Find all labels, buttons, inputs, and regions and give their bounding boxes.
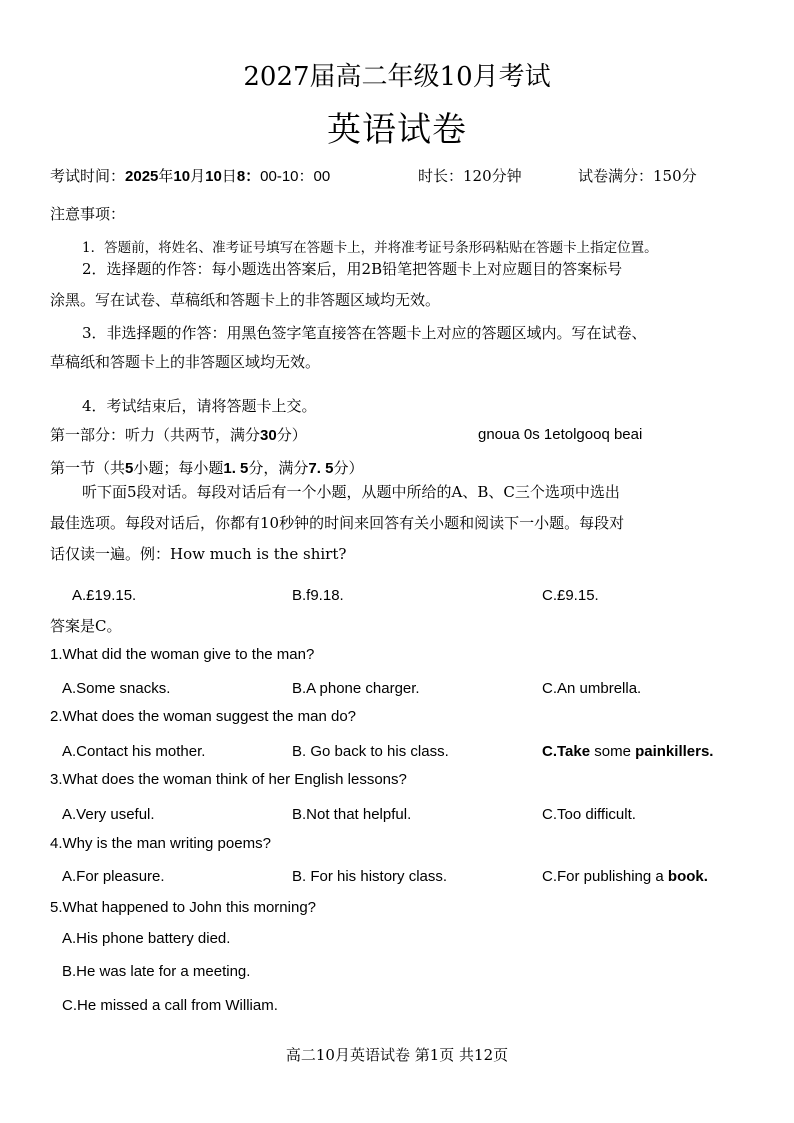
notes-heading: 注意事项： [50,205,126,223]
exam-title: 2027届高二年级10月考试 [243,62,551,92]
note-4: 4．考试结束后，请将答题卡上交。 [82,397,317,415]
question-3: 3.What does the woman think of her English lessons? [50,771,407,788]
question-4: 4.Why is the man writing poems? [50,835,271,852]
q4-option-a: A.For pleasure. [62,868,165,885]
q2-option-b: B. Go back to his class. [292,743,449,760]
note-3-cont: 草稿纸和答题卡上的非答题区域均无效。 [50,353,321,371]
q4-option-b: B. For his history class. [292,868,448,885]
question-1: 1.What did the woman give to the man? [50,646,315,663]
instructions-line-1: 听下面5段对话。每段对话后有一个小题，从题中所给的A、B、C三个选项中选出 [82,483,620,501]
example-option-b: B.f9.18. [292,587,344,604]
q4-option-c: C.For publishing a book. [542,868,708,885]
part-one-heading: 第一部分：听力（共两节，满分30分） [50,426,307,444]
instructions-line-3: 话仅读一遍。例：How much is the shirt? [50,545,347,563]
q2-option-a: A.Contact his mother. [62,743,206,760]
q5-option-c: C.He missed a call from William. [62,997,278,1014]
q2-option-c: C.Take some painkillers. [542,743,714,760]
example-answer: 答案是C。 [50,617,122,635]
q3-option-a: A.Very useful. [62,806,155,823]
note-1: 1．答题前，将姓名、准考证号填写在答题卡上，并将准考证号条形码粘贴在答题卡上指定位置。 [82,240,658,256]
q3-option-c: C.Too difficult. [542,806,636,823]
question-5: 5.What happened to John this morning? [50,899,317,916]
exam-duration: 时长：120分钟 [418,167,522,185]
q5-option-a: A.His phone battery died. [62,930,231,947]
page-footer: 高二10月英语试卷 第1页 共12页 [285,1046,509,1064]
instructions-line-2: 最佳选项。每段对话后，你都有10秒钟的时间来回答有关小题和阅读下一小题。每段对 [50,514,625,532]
garbled-text: gnoua 0s 1etolgooq beai [478,426,643,443]
q1-option-c: C.An umbrella. [542,680,642,697]
example-option-a: A.£19.15. [72,587,137,604]
q1-option-a: A.Some snacks. [62,680,171,697]
q1-option-b: B.A phone charger. [292,680,420,697]
full-score: 试卷满分：150分 [578,167,697,185]
note-3: 3．非选择题的作答：用黑色签字笔直接答在答题卡上对应的答题区域内。写在试卷、 [82,324,647,342]
q3-option-b: B.Not that helpful. [292,806,412,823]
example-option-c: C.£9.15. [542,587,599,604]
q5-option-b: B.He was late for a meeting. [62,963,251,980]
section-one-heading: 第一节（共5小题；每小题1. 5分，满分7. 5分） [50,459,364,477]
question-2: 2.What does the woman suggest the man do? [50,708,357,725]
subject-title: 英语试卷 [327,110,467,150]
note-2-cont: 涂黑。写在试卷、草稿纸和答题卡上的非答题区域均无效。 [50,291,441,309]
note-2: 2．选择题的作答：每小题选出答案后，用2B铅笔把答题卡上对应题目的答案标号 [82,260,623,278]
exam-time: 考试时间：2025年10月10日8：00-10：00 [50,167,331,185]
